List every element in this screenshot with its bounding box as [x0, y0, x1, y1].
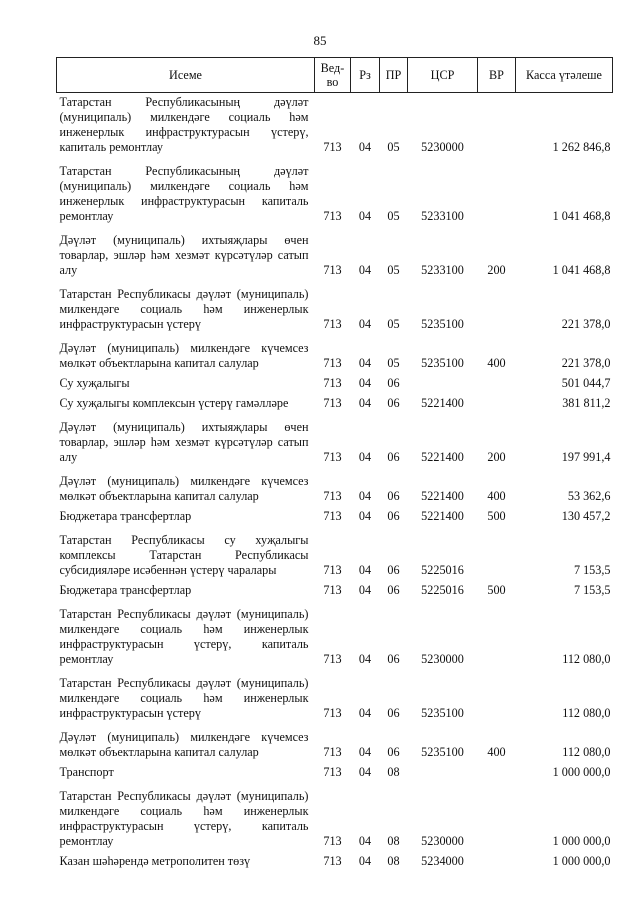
row-csr — [408, 374, 478, 394]
row-vedo: 713 — [323, 509, 342, 523]
row-name: Татарстан Республикасы дәүләт (муниципаль) милкендәге социаль һәм инженерлык инфраструктурасын үстерү, капиталь ремонтлау — [59, 789, 309, 848]
row-pr: 06 — [387, 450, 400, 464]
row-csr: 5221400 — [421, 489, 464, 503]
row-vr — [478, 852, 516, 872]
row-rz: 04 — [358, 765, 372, 779]
table-row — [57, 852, 613, 872]
row-amount: 112 080,0 — [562, 706, 611, 720]
table-row — [57, 670, 613, 724]
table-row — [57, 763, 613, 783]
row-vr: 200 — [487, 263, 506, 277]
row-vr: 400 — [487, 489, 506, 503]
row-rz: 04 — [358, 834, 372, 848]
row-pr: 06 — [387, 509, 400, 523]
row-name: Татарстан Республикасының дәүләт (муниципаль) милкендәге социаль һәм инженерлык инфраструктурасын үстерү, капиталь ремонтлау — [59, 95, 309, 154]
table-header-row — [57, 58, 613, 93]
row-vr — [478, 93, 516, 159]
row-amount: 7 153,5 — [573, 563, 611, 577]
row-vedo: 713 — [323, 263, 342, 277]
row-vr — [478, 783, 516, 852]
header-pr: ПР — [380, 58, 408, 93]
row-name: Дәүләт (муниципаль) милкендәге күчемсез мөлкәт объектларына капитал салулар — [59, 730, 309, 759]
row-csr: 5221400 — [421, 509, 464, 523]
row-name: Казан шәһәрендә метрополитен төзү — [59, 854, 251, 868]
row-csr: 5221400 — [421, 450, 464, 464]
row-pr: 06 — [387, 489, 400, 503]
row-rz: 04 — [358, 563, 372, 577]
row-pr: 05 — [387, 317, 400, 331]
row-vedo: 713 — [323, 356, 342, 370]
row-amount: 1 000 000,0 — [552, 834, 611, 848]
row-name: Су хуҗалыгы — [59, 376, 130, 390]
budget-table — [56, 57, 613, 872]
row-vr — [478, 601, 516, 670]
row-vedo: 713 — [323, 854, 342, 868]
row-vedo: 713 — [323, 317, 342, 331]
table-row — [57, 158, 613, 227]
row-vr — [478, 158, 516, 227]
row-pr: 05 — [387, 263, 400, 277]
row-amount: 1 000 000,0 — [552, 765, 611, 779]
header-vr: ВР — [478, 58, 516, 93]
row-amount: 381 811,2 — [562, 396, 611, 410]
row-vedo: 713 — [323, 834, 342, 848]
row-vr — [478, 374, 516, 394]
row-name: Су хуҗалыгы комплексын үстерү гамәлләре — [59, 396, 289, 410]
row-vedo: 713 — [323, 396, 342, 410]
row-name: Татарстан Республикасы дәүләт (муниципаль) милкендәге социаль һәм инженерлык инфраструктурасын үстерү — [59, 287, 309, 331]
row-vr: 500 — [487, 509, 506, 523]
row-csr: 5235100 — [421, 745, 464, 759]
row-amount: 7 153,5 — [573, 583, 611, 597]
row-csr: 5230000 — [421, 652, 464, 666]
row-csr: 5230000 — [421, 140, 464, 154]
header-rz: Рз — [351, 58, 380, 93]
row-rz: 04 — [358, 509, 372, 523]
row-pr: 06 — [387, 563, 400, 577]
table-row — [57, 335, 613, 374]
table-row — [57, 601, 613, 670]
row-pr: 06 — [387, 396, 400, 410]
row-amount: 1 262 846,8 — [552, 140, 611, 154]
row-rz: 04 — [358, 706, 372, 720]
row-pr: 05 — [387, 209, 400, 223]
row-pr: 08 — [387, 834, 400, 848]
row-csr: 5225016 — [421, 563, 464, 577]
row-vedo: 713 — [323, 489, 342, 503]
row-amount: 130 457,2 — [561, 509, 611, 523]
row-amount: 501 044,7 — [561, 376, 611, 390]
row-csr: 5225016 — [421, 583, 464, 597]
table-row — [57, 394, 613, 414]
row-vr: 500 — [487, 583, 506, 597]
row-name: Транспорт — [59, 765, 114, 779]
row-vr: 400 — [487, 356, 506, 370]
row-rz: 04 — [358, 396, 372, 410]
table-row — [57, 527, 613, 581]
row-vedo: 713 — [323, 706, 342, 720]
row-csr: 5230000 — [421, 834, 464, 848]
row-name: Дәүләт (муниципаль) милкендәге күчемсез мөлкәт объектларына капитал салулар — [59, 341, 309, 370]
row-vr — [478, 670, 516, 724]
row-rz: 04 — [358, 317, 372, 331]
row-vr — [478, 394, 516, 414]
row-vedo: 713 — [323, 376, 342, 390]
row-vedo: 713 — [323, 583, 342, 597]
row-pr: 06 — [387, 706, 400, 720]
header-name: Исеме — [57, 58, 315, 93]
header-vedo: Вед-во — [315, 58, 351, 93]
row-vr — [478, 763, 516, 783]
row-amount: 1 041 468,8 — [552, 263, 611, 277]
row-vr — [478, 527, 516, 581]
row-rz: 04 — [358, 489, 372, 503]
row-rz: 04 — [358, 583, 372, 597]
table-row — [57, 783, 613, 852]
row-vr: 400 — [487, 745, 506, 759]
row-csr: 5233100 — [421, 263, 464, 277]
row-name: Татарстан Республикасының дәүләт (муниципаль) милкендәге социаль һәм инженерлык инфраструктурасын капиталь ремонтлау — [59, 164, 309, 223]
row-amount: 112 080,0 — [562, 745, 611, 759]
row-rz: 04 — [358, 356, 372, 370]
table-row — [57, 281, 613, 335]
row-name: Татарстан Республикасы дәүләт (муниципаль) милкендәге социаль һәм инженерлык инфраструктурасын үстерү — [59, 676, 309, 720]
row-name: Дәүләт (муниципаль) ихтыяҗлары өчен товарлар, эшләр һәм хезмәт күрсәтүләр сатып алу — [59, 420, 309, 464]
row-name: Дәүләт (муниципаль) ихтыяҗлары өчен товарлар, эшләр һәм хезмәт күрсәтүләр сатып алу — [59, 233, 309, 277]
row-vedo: 713 — [323, 209, 342, 223]
page-number: 85 — [313, 33, 327, 48]
row-rz: 04 — [358, 209, 372, 223]
row-vedo: 713 — [323, 563, 342, 577]
row-rz: 04 — [358, 263, 372, 277]
row-name: Дәүләт (муниципаль) милкендәге күчемсез мөлкәт объектларына капитал салулар — [59, 474, 309, 503]
row-vedo: 713 — [323, 652, 342, 666]
row-amount: 221 378,0 — [561, 356, 611, 370]
row-csr: 5235100 — [421, 706, 464, 720]
table-row — [57, 93, 613, 159]
row-name: Татарстан Республикасы су хуҗалыгы комплексы Татарстан Республикасы субсидияләре исәбеннән үстерү чаралары — [59, 533, 309, 577]
row-rz: 04 — [358, 854, 372, 868]
row-pr: 08 — [387, 854, 400, 868]
row-amount: 1 041 468,8 — [552, 209, 611, 223]
row-pr: 05 — [387, 356, 400, 370]
row-rz: 04 — [358, 376, 372, 390]
row-name: Бюджетара трансфертлар — [59, 583, 192, 597]
row-rz: 04 — [358, 652, 372, 666]
row-vedo: 713 — [323, 140, 342, 154]
row-pr: 06 — [387, 376, 400, 390]
row-csr — [408, 763, 478, 783]
row-csr: 5233100 — [421, 209, 464, 223]
row-pr: 06 — [387, 745, 400, 759]
row-name: Татарстан Республикасы дәүләт (муниципаль) милкендәге социаль һәм инженерлык инфраструктурасын үстерү, капиталь ремонтлау — [59, 607, 309, 666]
row-vr: 200 — [487, 450, 506, 464]
table-row — [57, 468, 613, 507]
row-csr: 5234000 — [421, 854, 464, 868]
row-pr: 05 — [387, 140, 400, 154]
row-vedo: 713 — [323, 765, 342, 779]
table-row — [57, 227, 613, 281]
row-amount: 53 362,6 — [567, 489, 611, 503]
table-row — [57, 581, 613, 601]
row-pr: 08 — [387, 765, 400, 779]
row-vedo: 713 — [323, 450, 342, 464]
row-name: Бюджетара трансфертлар — [59, 509, 192, 523]
row-rz: 04 — [358, 140, 372, 154]
row-amount: 112 080,0 — [562, 652, 611, 666]
row-amount: 197 991,4 — [561, 450, 611, 464]
row-amount: 221 378,0 — [561, 317, 611, 331]
header-kassa: Касса үтәлеше — [516, 58, 613, 93]
row-vr — [478, 281, 516, 335]
row-pr: 06 — [387, 652, 400, 666]
row-vedo: 713 — [323, 745, 342, 759]
row-csr: 5221400 — [421, 396, 464, 410]
row-csr: 5235100 — [421, 356, 464, 370]
row-pr: 06 — [387, 583, 400, 597]
row-amount: 1 000 000,0 — [552, 854, 611, 868]
table-row — [57, 724, 613, 763]
table-row — [57, 374, 613, 394]
row-rz: 04 — [358, 745, 372, 759]
table-row — [57, 507, 613, 527]
row-rz: 04 — [358, 450, 372, 464]
row-csr: 5235100 — [421, 317, 464, 331]
table-row — [57, 414, 613, 468]
header-csr: ЦСР — [408, 58, 478, 93]
